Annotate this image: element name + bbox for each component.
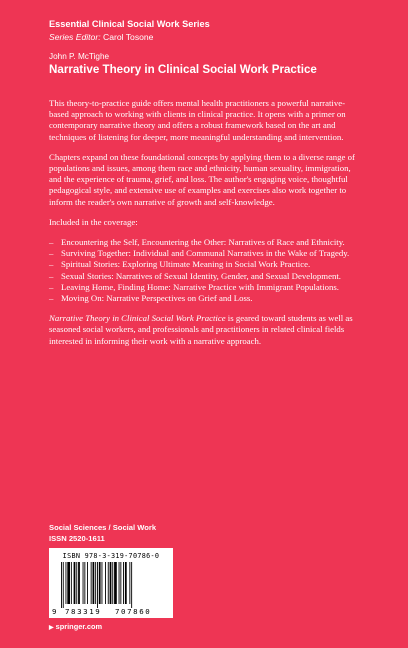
publisher-url: springer.com [55,622,103,631]
series-editor-label: Series Editor: [49,32,101,42]
coverage-item [49,259,361,270]
barcode-digit-right: 707860 [115,607,152,616]
barcode-bar [76,562,77,604]
coverage-item [49,248,361,259]
bullet-dash: – [49,237,54,248]
barcode-bar [123,562,124,604]
barcode-bar [131,562,132,608]
coverage-item [49,282,361,293]
barcode-bar [67,562,70,604]
series-name: Essential Clinical Social Work Series [49,19,210,29]
bullet-dash: – [49,281,54,292]
closing-text: is geared toward students as well as seasoned social workers, and professionals and practitioners in related clinical fields interested in informing their work with a narrative approach. [49,313,353,346]
issn: ISSN 2520-1611 [49,534,105,543]
barcode-bar [120,562,121,604]
coverage-item-text: Spiritual Stories: Exploring Ultimate Meaning in Social Work Practice. [61,259,311,270]
closing-paragraph [49,313,361,347]
cover-footer [49,522,249,544]
barcode-bar [119,562,120,604]
coverage-item-text: Leaving Home, Finding Home: Narrative Practice with Immigrant Populations. [61,281,339,292]
barcode-bar [99,562,101,604]
book-title: Narrative Theory in Clinical Social Work Practice [49,63,317,76]
barcode-bar [78,562,80,604]
author-name: John P. McTighe [49,52,110,61]
barcode-bar [91,562,92,604]
barcode-bar [95,562,96,604]
barcode-bar [125,562,127,604]
barcode-bar [114,562,117,604]
barcode-digit-left: 783319 [65,607,102,616]
back-cover-header [49,18,379,77]
barcode-bar [108,562,109,604]
barcode-bar [83,562,84,604]
coverage-item-text: Sexual Stories: Narratives of Sexual Identity, Gender, and Sexual Development. [61,270,341,281]
barcode-bar [87,562,88,604]
barcode-bars [61,562,161,608]
barcode-bar [105,562,106,604]
publisher-link[interactable] [49,622,102,633]
coverage-item [49,237,361,248]
coverage-item [49,271,361,282]
barcode-bar [110,562,112,604]
coverage-item [49,293,361,304]
arrow-right-icon: ▶ [49,625,54,631]
barcode-bar [102,562,103,604]
bullet-dash: – [49,293,54,304]
isbn-text: ISBN 978-3-319-70786-0 [62,552,160,560]
bullet-dash: – [49,270,54,281]
series-editor [49,31,379,44]
coverage-intro: Included in the coverage: [49,216,138,227]
series-editor-name: Carol Tosone [102,32,154,42]
isbn-barcode [49,548,173,618]
bullet-dash: – [49,259,54,270]
barcode-bar [97,562,98,608]
closing-book-title: Narrative Theory in Clinical Social Work Practice [49,313,226,324]
barcode-bar [63,562,64,608]
blurb [49,98,361,356]
barcode-bar [74,562,76,604]
coverage-item-text: Moving On: Narrative Perspectives on Grief and Loss. [61,293,253,304]
barcode-bar [129,562,130,604]
coverage-list [49,237,361,304]
blurb-paragraph-2: Chapters expand on these foundational concepts by applying them to a diverse range of populations and issues, among them race and ethnicity, human sexuality, immigration, and the experience of trauma, grief, and loss. The author's engaging voice, thoughtful pedagogical style, and extensive use of examples and exercises also work together to inform the reader's own narrative of growth and self-knowledge. [49,151,355,207]
subject-category: Social Sciences / Social Work [49,523,157,532]
barcode-bar [66,562,67,604]
barcode-digit-lead: 9 [52,607,57,616]
barcode-bar [93,562,95,604]
blurb-paragraph-1: This theory-to-practice guide offers mental health practitioners a powerful narrative-based approach to working with clients in clinical practice. It opens with a primer on contemporary narrative theory and offers a robust framework based on the art and techniques of listening for deeper, more meaningful understanding and intervention. [49,98,346,142]
coverage-item-text: Encountering the Self, Encountering the Other: Narratives of Race and Ethnicity. [61,237,345,248]
coverage-item-text: Surviving Together: Individual and Communal Narratives in the Wake of Tragedy. [61,248,350,259]
barcode-bar [61,562,62,608]
bullet-dash: – [49,248,54,259]
barcode-bar [71,562,72,604]
barcode-bar [112,562,113,604]
barcode-bar [84,562,85,604]
